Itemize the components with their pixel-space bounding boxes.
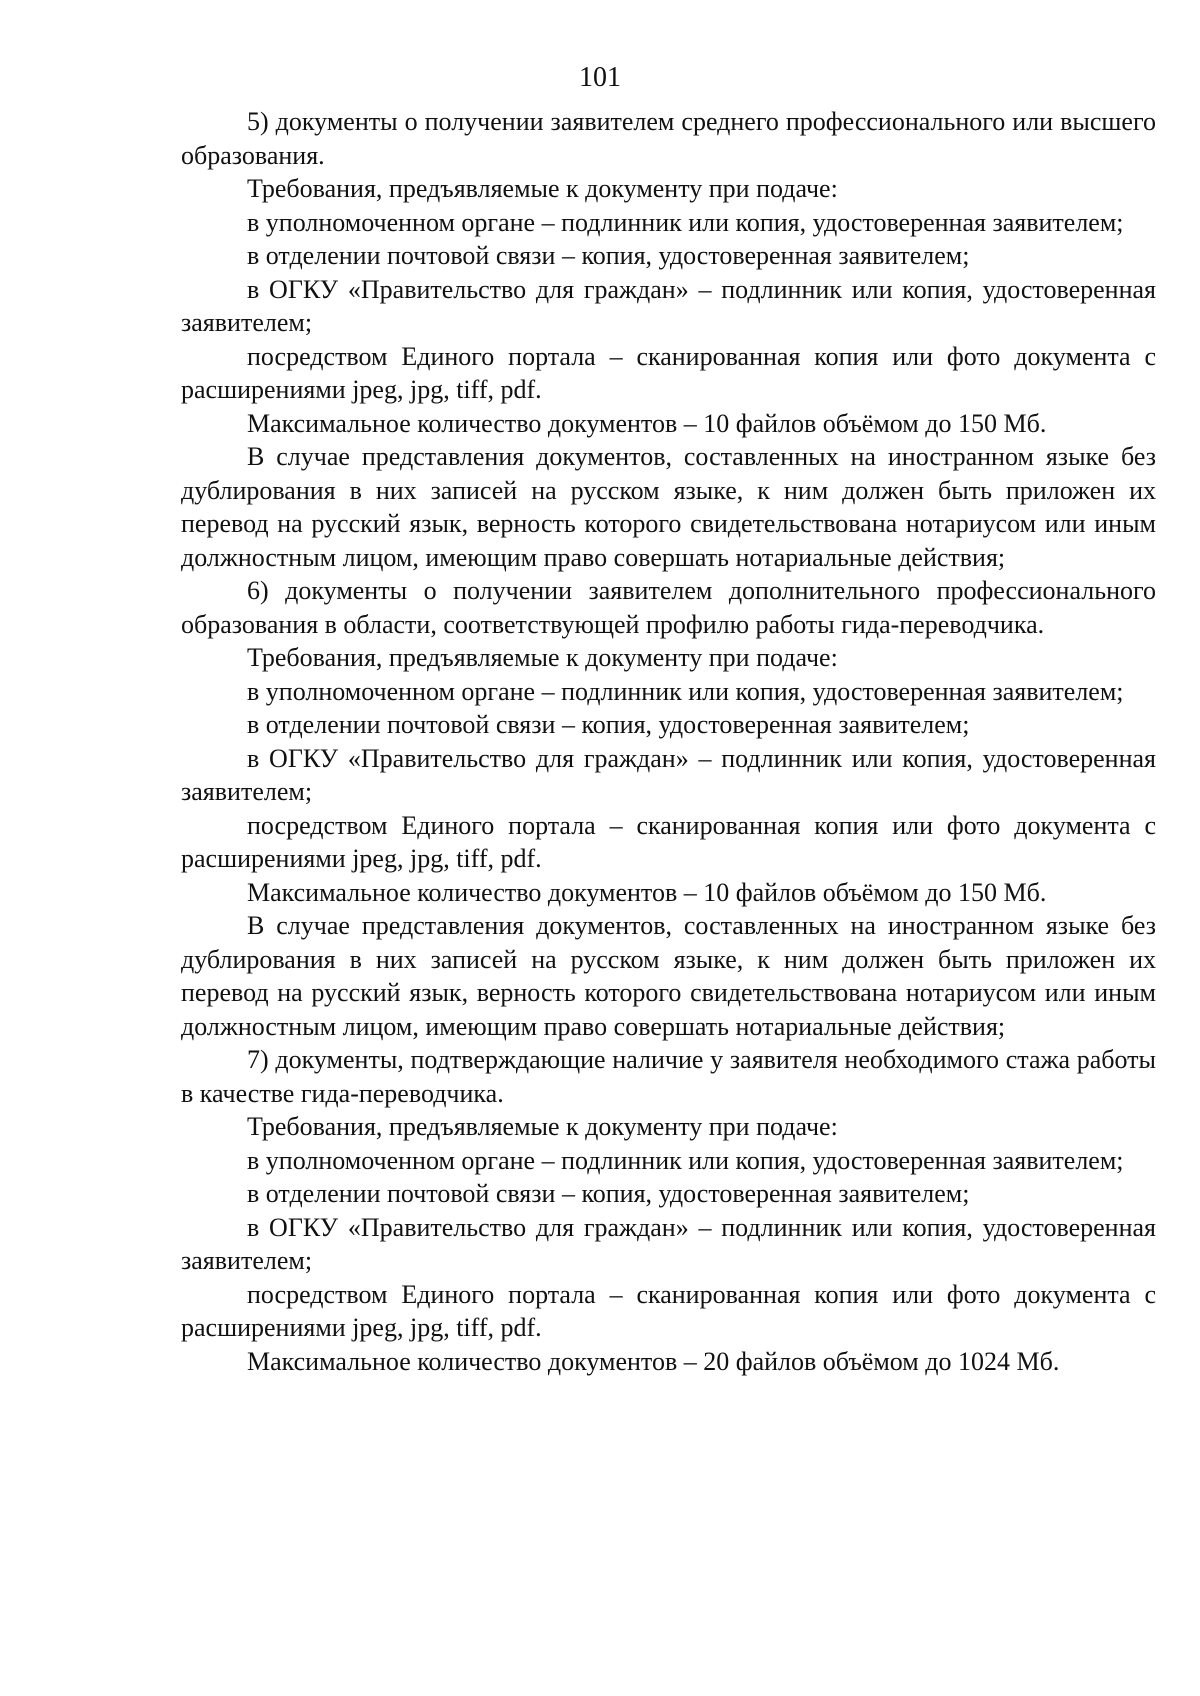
paragraph-ogku: в ОГКУ «Правительство для граждан» – подлинник или копия, удостоверенная заявителем; [181,743,1156,806]
paragraph-foreign-language: В случае представления документов, составленных на иностранном языке без дублирования в них записей на русском языке, к ним должен быть приложен их перевод на русский язык, верность которого свидетельствована нотариусом или иным должностным лицом, имеющим право совершать нотариальные действия; [181,442,1156,572]
paragraph-authorized-body: в уполномоченном органе – подлинник или копия, удостоверенная заявителем; [247,207,1124,237]
paragraph-unified-portal: посредством Единого портала – сканированная копия или фото документа с расширениями jpeg, jpg, tiff, pdf. [181,810,1156,873]
paragraph-max-documents: Максимальное количество документов – 20 файлов объёмом до 1024 Мб. [247,1346,1060,1376]
paragraph-authorized-body: в уполномоченном органе – подлинник или копия, удостоверенная заявителем; [247,1145,1124,1175]
paragraph-unified-portal: посредством Единого портала – сканированная копия или фото документа с расширениями jpeg, jpg, tiff, pdf. [181,341,1156,404]
document-body [181,105,1156,1378]
paragraph-requirements-heading: Требования, предъявляемые к документу при подаче: [247,174,838,203]
paragraph-max-documents: Максимальное количество документов – 10 файлов объёмом до 150 Мб. [247,408,1047,438]
page-number: 101 [579,62,621,93]
paragraph-authorized-body: в уполномоченном органе – подлинник или копия, удостоверенная заявителем; [247,676,1124,706]
paragraph-requirements-heading: Требования, предъявляемые к документу при подаче: [247,1112,838,1141]
paragraph-item-5: 5) документы о получении заявителем среднего профессионального или высшего образования. [181,107,1156,170]
paragraph-ogku: в ОГКУ «Правительство для граждан» – подлинник или копия, удостоверенная заявителем; [181,1212,1156,1275]
paragraph-item-6: 6) документы о получении заявителем дополнительного профессионального образования в области, соответствующей профилю работы гида-переводчика. [181,576,1156,639]
paragraph-foreign-language: В случае представления документов, составленных на иностранном языке без дублирования в них записей на русском языке, к ним должен быть приложен их перевод на русский язык, верность которого свидетельствована нотариусом или иным должностным лицом, имеющим право совершать нотариальные действия; [181,911,1156,1041]
paragraph-requirements-heading: Требования, предъявляемые к документу при подаче: [247,643,838,672]
paragraph-post-office: в отделении почтовой связи – копия, удостоверенная заявителем; [247,710,970,739]
paragraph-unified-portal: посредством Единого портала – сканированная копия или фото документа с расширениями jpeg, jpg, tiff, pdf. [181,1279,1156,1342]
paragraph-max-documents: Максимальное количество документов – 10 файлов объёмом до 150 Мб. [247,877,1047,907]
paragraph-post-office: в отделении почтовой связи – копия, удостоверенная заявителем; [247,241,970,270]
paragraph-ogku: в ОГКУ «Правительство для граждан» – подлинник или копия, удостоверенная заявителем; [181,274,1156,337]
paragraph-post-office: в отделении почтовой связи – копия, удостоверенная заявителем; [247,1179,970,1208]
paragraph-item-7: 7) документы, подтверждающие наличие у заявителя необходимого стажа работы в качестве гида-переводчика. [181,1045,1156,1108]
